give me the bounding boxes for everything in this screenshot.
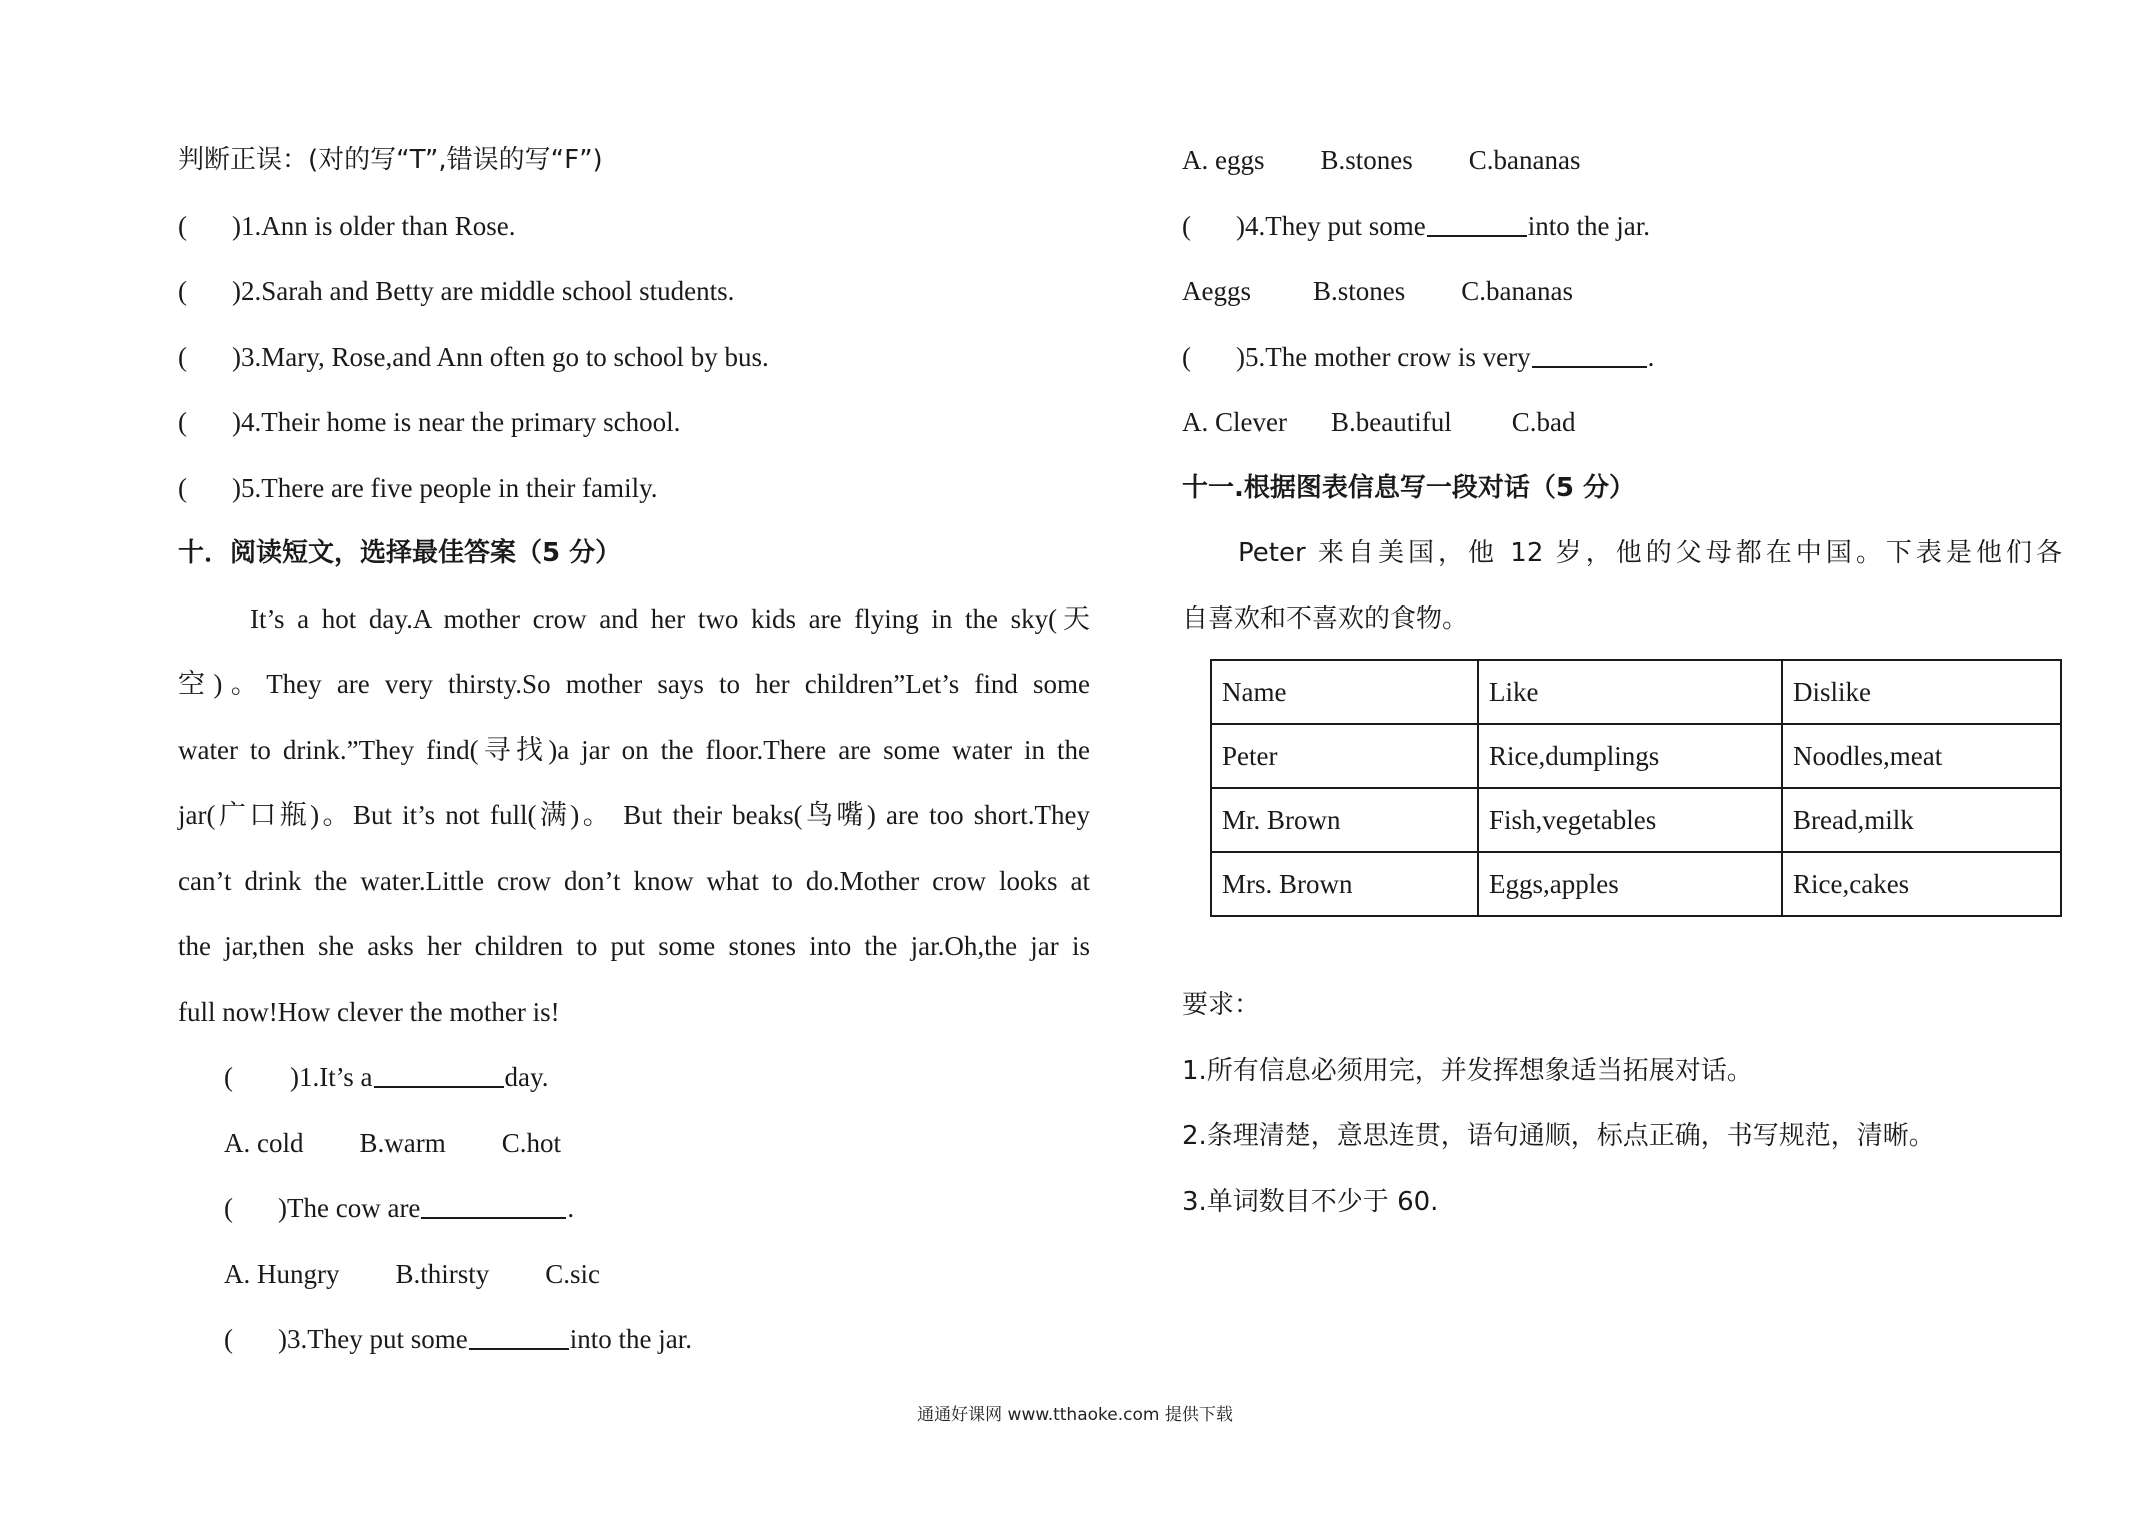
answer-paren-close: ) [278, 1324, 287, 1354]
tf-item-4 [178, 390, 1090, 456]
requirement-item-3: 3.单词数目不少于 60. [1182, 1186, 1439, 1217]
question-2 [178, 1176, 1090, 1242]
passage-line-1: It’s a hot day.A mother crow and her two kids are flying in the sky(天 [250, 603, 1090, 634]
passage-line-4: jar(广口瓶)。But it’s not full(满)。 But their beaks(鸟嘴) are too short.They [178, 800, 1090, 830]
answer-blank[interactable] [374, 1062, 504, 1088]
tf-item-text: 4.Their home is near the primary school. [241, 407, 681, 437]
requirement-item-1: 1.所有信息必须用完，并发挥想象适当拓展对话。 [1182, 1055, 1753, 1086]
intro-line-2: 自喜欢和不喜欢的食物。 [1182, 603, 1469, 634]
passage-line-6: the jar,then she asks her children to put some stones into the jar.Oh,the jar is [178, 931, 1090, 961]
question-text: 4.They put some [1245, 210, 1426, 241]
tf-item-text: 3.Mary, Rose,and Ann often go to school by bus. [241, 341, 769, 372]
answer-blank[interactable] [421, 1193, 566, 1219]
question-text-after: into the jar. [1527, 210, 1650, 241]
question-text: 1.It’s a [299, 1062, 373, 1092]
option-c: C.bananas [1461, 276, 1573, 306]
page-footer: 通通好课网 www.tthaoke.com 提供下载 [917, 1405, 1233, 1425]
question-4 [1182, 194, 2062, 260]
table-row [1211, 788, 2061, 852]
tf-item-text: 1.Ann is older than Rose. [241, 210, 516, 241]
answer-paren: ( [224, 1062, 233, 1092]
table-cell: Fish,vegetables [1478, 788, 1782, 852]
answer-blank[interactable] [1427, 211, 1527, 237]
answer-paren-close: ) [232, 276, 241, 306]
section-11-title: 十一.根据图表信息写一段对话（5 分） [1182, 472, 1636, 503]
passage-line-3: water to drink.”They find(寻找)a jar on the floor.There are some water in the [178, 734, 1090, 765]
table-header-row [1211, 660, 2061, 724]
answer-blank[interactable] [469, 1324, 569, 1350]
table-cell: Bread,milk [1782, 788, 2061, 852]
question-3-options [1182, 128, 2062, 194]
requirements-block [1182, 973, 2082, 1235]
answer-paren-close: ) [1236, 341, 1245, 372]
option-c: C.bananas [1468, 145, 1581, 175]
table-cell: Noodles,meat [1782, 724, 2061, 788]
passage-line-2: 空)。They are very thirsty.So mother says to her children”Let’s find some [178, 669, 1090, 699]
question-1-options [178, 1111, 1090, 1177]
answer-paren-close: ) [232, 341, 241, 372]
table-row [1211, 852, 2061, 916]
answer-paren: ( [224, 1324, 233, 1354]
table-cell: Rice,dumplings [1478, 724, 1782, 788]
answer-paren: ( [178, 210, 187, 241]
question-5-options [1182, 390, 2062, 456]
answer-paren-close: ) [232, 210, 241, 241]
option-b: B.stones [1313, 276, 1406, 306]
table-cell: Rice,cakes [1782, 852, 2061, 916]
right-column [1182, 128, 2062, 652]
table-header-cell: Like [1478, 660, 1782, 724]
question-text-after: . [1647, 341, 1655, 372]
question-text: The cow are [287, 1193, 421, 1223]
passage-line-5: can’t drink the water.Little crow don’t know what to do.Mother crow looks at [178, 865, 1090, 896]
option-c: C.hot [501, 1127, 561, 1158]
question-text-after: day. [504, 1062, 549, 1092]
answer-paren-close: ) [232, 472, 241, 503]
answer-paren-close: ) [1236, 210, 1245, 241]
tf-item-3 [178, 325, 1090, 391]
requirements-title: 要求： [1182, 990, 1261, 1020]
answer-paren-close: ) [232, 407, 241, 437]
left-column [178, 128, 1090, 1373]
question-text: 5.The mother crow is very [1245, 341, 1531, 372]
table-cell: Mrs. Brown [1211, 852, 1478, 916]
question-text-after: into the jar. [569, 1324, 692, 1354]
table-header-cell: Name [1211, 660, 1478, 724]
option-c: C.sic [545, 1258, 601, 1289]
tf-item-2 [178, 259, 1090, 325]
option-a: A. Clever [1182, 407, 1287, 437]
option-c: C.bad [1511, 407, 1576, 437]
tf-instruction: 判断正误：(对的写“T”,错误的写“F”) [178, 145, 603, 175]
table-header-cell: Dislike [1782, 660, 2061, 724]
answer-blank[interactable] [1532, 342, 1647, 368]
option-b: B.warm [359, 1127, 446, 1158]
option-a: A. Hungry [224, 1258, 340, 1289]
answer-paren: ( [178, 472, 187, 503]
question-3 [178, 1307, 1090, 1373]
table-cell: Eggs,apples [1478, 852, 1782, 916]
question-2-options [178, 1242, 1090, 1308]
answer-paren: ( [1182, 341, 1191, 372]
table-cell: Mr. Brown [1211, 788, 1478, 852]
table-row [1211, 724, 2061, 788]
intro-line-1: Peter 来自美国，他 12 岁，他的父母都在中国。下表是他们各 [1238, 538, 2062, 568]
option-a: A. eggs [1182, 145, 1265, 175]
question-1 [178, 1045, 1090, 1111]
tf-item-text: 2.Sarah and Betty are middle school students. [241, 276, 735, 306]
option-a: A. cold [224, 1127, 304, 1158]
question-4-options [1182, 259, 2062, 325]
passage-line-7: full now!How clever the mother is! [178, 996, 560, 1027]
answer-paren: ( [178, 276, 187, 306]
question-text-after: . [567, 1193, 575, 1223]
option-b: B.thirsty [395, 1258, 490, 1289]
option-b: B.beautiful [1330, 407, 1452, 437]
section-10-title: 十．阅读短文，选择最佳答案（5 分） [178, 538, 622, 568]
tf-item-text: 5.There are five people in their family. [241, 472, 658, 503]
option-a: Aeggs [1182, 276, 1251, 306]
food-preference-table [1210, 659, 2062, 917]
table-cell: Peter [1211, 724, 1478, 788]
answer-paren: ( [1182, 210, 1191, 241]
requirement-item-2: 2.条理清楚，意思连贯，语句通顺，标点正确，书写规范，清晰。 [1182, 1121, 1935, 1151]
answer-paren: ( [178, 341, 187, 372]
answer-paren: ( [224, 1193, 233, 1223]
question-text: 3.They put some [287, 1324, 468, 1354]
question-5 [1182, 325, 2062, 391]
answer-paren: ( [178, 407, 187, 437]
answer-paren-close: ) [278, 1193, 287, 1223]
tf-item-1 [178, 194, 1090, 260]
answer-paren-close: ) [290, 1062, 299, 1092]
tf-item-5 [178, 456, 1090, 522]
option-b: B.stones [1320, 145, 1413, 175]
